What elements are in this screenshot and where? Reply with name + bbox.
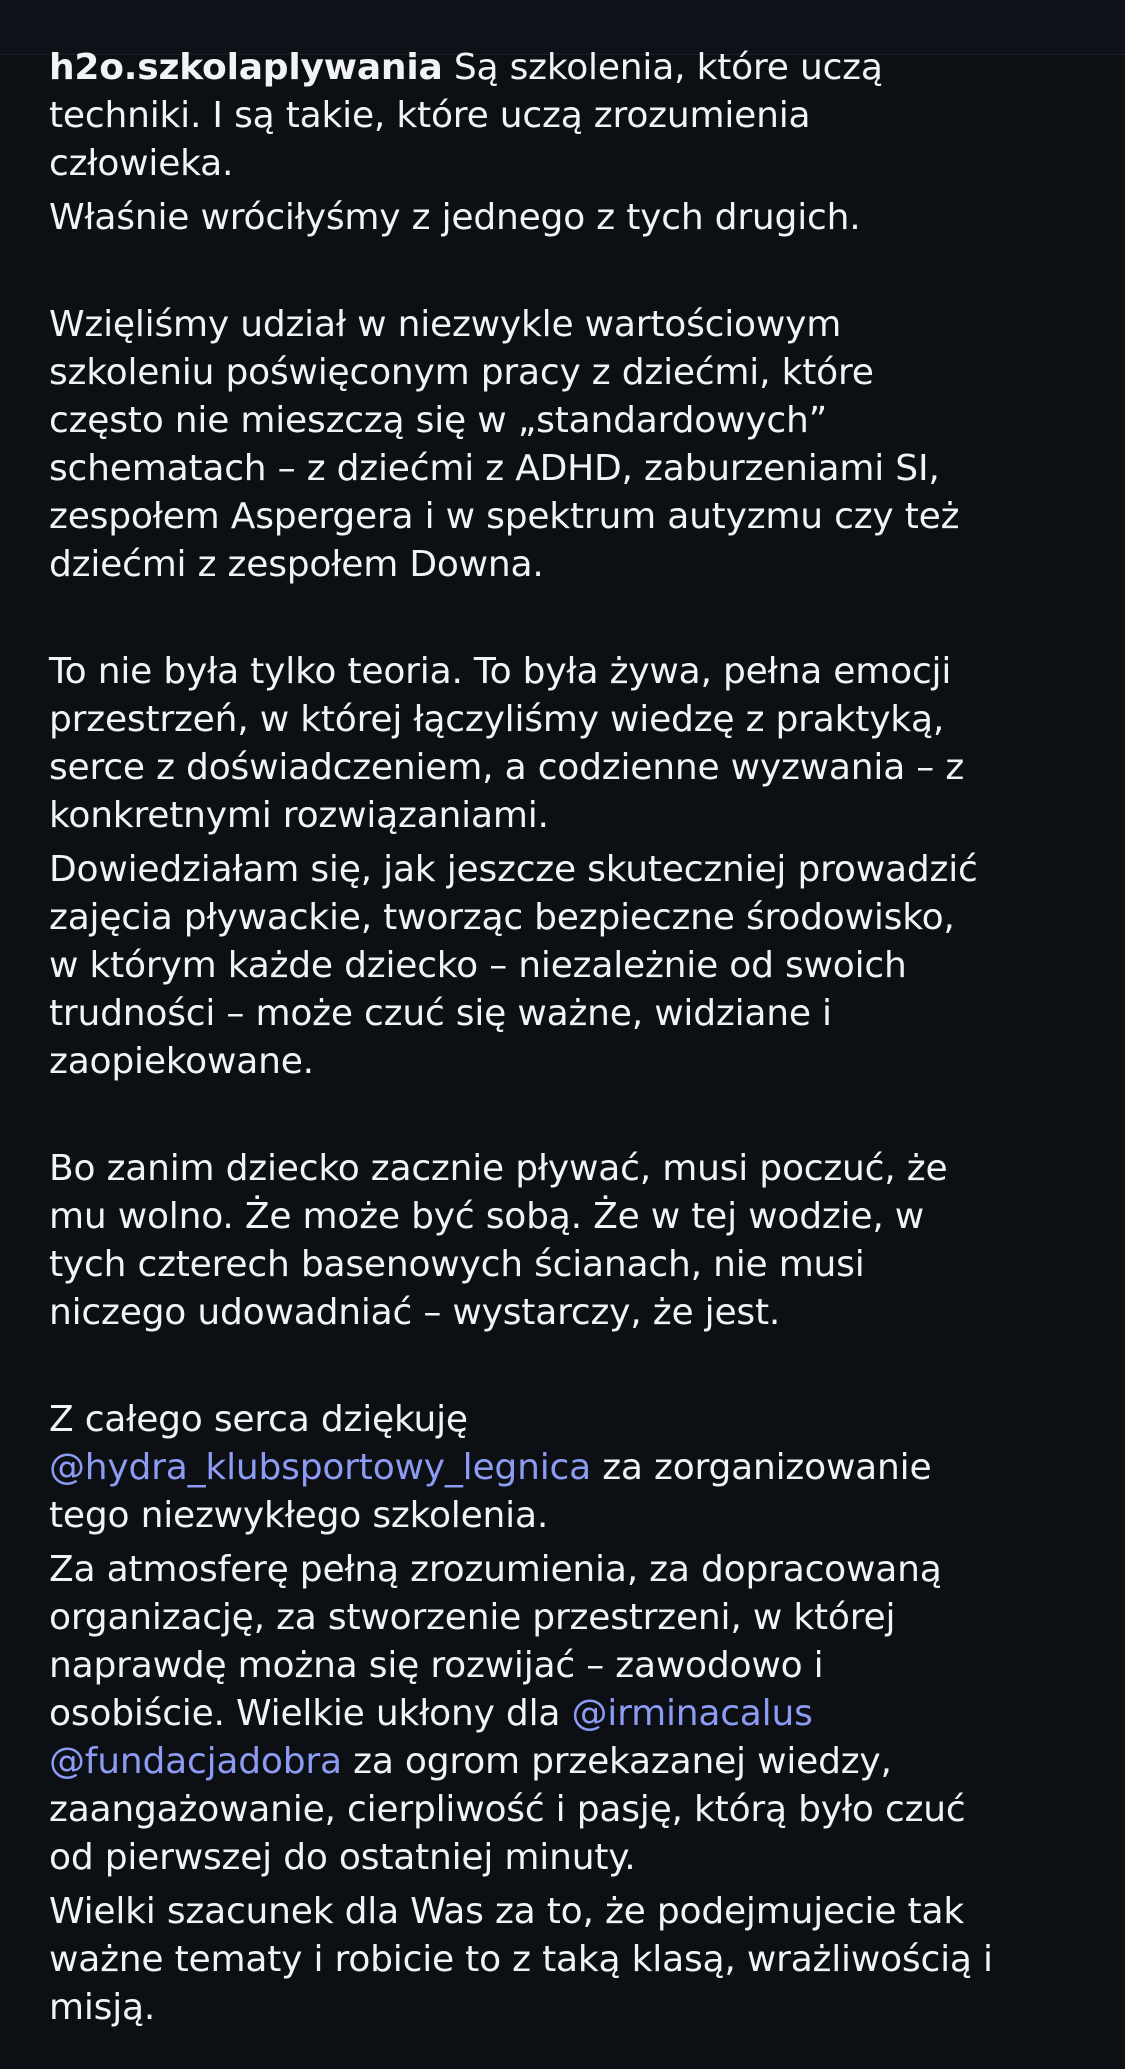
caption-line: dziećmi z zespołem Downa. bbox=[49, 544, 544, 585]
caption-line: techniki. I są takie, które uczą zrozumienia bbox=[49, 95, 811, 136]
caption-line: w którym każde dziecko – niezależnie od swoich bbox=[49, 945, 907, 986]
caption-line: konkretnymi rozwiązaniami. bbox=[49, 795, 549, 836]
caption-line: osobiście. Wielkie ukłony dla @irminacalus bbox=[49, 1693, 813, 1734]
caption-line: Dowiedziałam się, jak jeszcze skuteczniej prowadzić bbox=[49, 849, 978, 890]
caption-line: zajęcia pływackie, tworząc bezpieczne środowisko, bbox=[49, 897, 955, 938]
mention-fundacja-link[interactable]: @fundacjadobra bbox=[49, 1741, 342, 1782]
caption-line: zespołem Aspergera i w spektrum autyzmu czy też bbox=[49, 496, 960, 537]
caption-line: tych czterech basenowych ścianach, nie musi bbox=[49, 1244, 865, 1285]
caption-line: Wielki szacunek dla Was za to, że podejmujecie tak bbox=[49, 1891, 964, 1932]
caption-line: trudności – może czuć się ważne, widziane i bbox=[49, 993, 832, 1034]
caption-line: Bo zanim dziecko zacznie pływać, musi poczuć, że bbox=[49, 1148, 948, 1189]
mention-hydra-link[interactable]: @hydra_klubsportowy_legnica bbox=[49, 1447, 591, 1488]
caption-line: h2o.szkolaplywania Są szkolenia, które uczą bbox=[49, 47, 883, 88]
caption-line: mu wolno. Że może być sobą. Że w tej wodzie, w bbox=[49, 1196, 925, 1237]
caption-line: organizację, za stworzenie przestrzeni, w której bbox=[49, 1597, 896, 1638]
caption-line: serce z doświadczeniem, a codzienne wyzwania – z bbox=[49, 747, 965, 788]
mention-irmina-link[interactable]: @irminacalus bbox=[571, 1693, 813, 1734]
caption-line: misją. bbox=[49, 1987, 156, 2028]
caption-line: To nie była tylko teoria. To była żywa, pełna emocji bbox=[49, 651, 952, 692]
caption-line: człowieka. bbox=[49, 143, 234, 184]
caption-line: niczego udowadniać – wystarczy, że jest. bbox=[49, 1292, 781, 1333]
caption-line: Wzięliśmy udział w niezwykle wartościowym bbox=[49, 304, 842, 345]
caption-line: Z całego serca dziękuję bbox=[49, 1399, 468, 1440]
caption-line: przestrzeń, w której łączyliśmy wiedzę z praktyką, bbox=[49, 699, 945, 740]
caption-line: zaangażowanie, cierpliwość i pasję, którą było czuć bbox=[49, 1789, 966, 1830]
caption-line: tego niezwykłego szkolenia. bbox=[49, 1495, 549, 1536]
post-caption bbox=[49, 44, 1089, 2032]
caption-line: ważne tematy i robicie to z taką klasą, wrażliwością i bbox=[49, 1939, 993, 1980]
caption-line: Właśnie wróciłyśmy z jednego z tych drugich. bbox=[49, 197, 861, 238]
caption-line: @fundacjadobra za ogrom przekazanej wiedzy, bbox=[49, 1741, 892, 1782]
caption-line: zaopiekowane. bbox=[49, 1041, 314, 1082]
caption-line: Za atmosferę pełną zrozumienia, za dopracowaną bbox=[49, 1549, 942, 1590]
caption-line: schematach – z dziećmi z ADHD, zaburzeniami SI, bbox=[49, 448, 940, 489]
username-link[interactable]: h2o.szkolaplywania bbox=[49, 47, 443, 88]
caption-line: naprawdę można się rozwijać – zawodowo i bbox=[49, 1645, 824, 1686]
caption-line: @hydra_klubsportowy_legnica za zorganizowanie bbox=[49, 1447, 932, 1488]
caption-line: często nie mieszczą się w „standardowych” bbox=[49, 400, 828, 441]
caption-line: szkoleniu poświęconym pracy z dziećmi, które bbox=[49, 352, 874, 393]
caption-line: od pierwszej do ostatniej minuty. bbox=[49, 1837, 636, 1878]
